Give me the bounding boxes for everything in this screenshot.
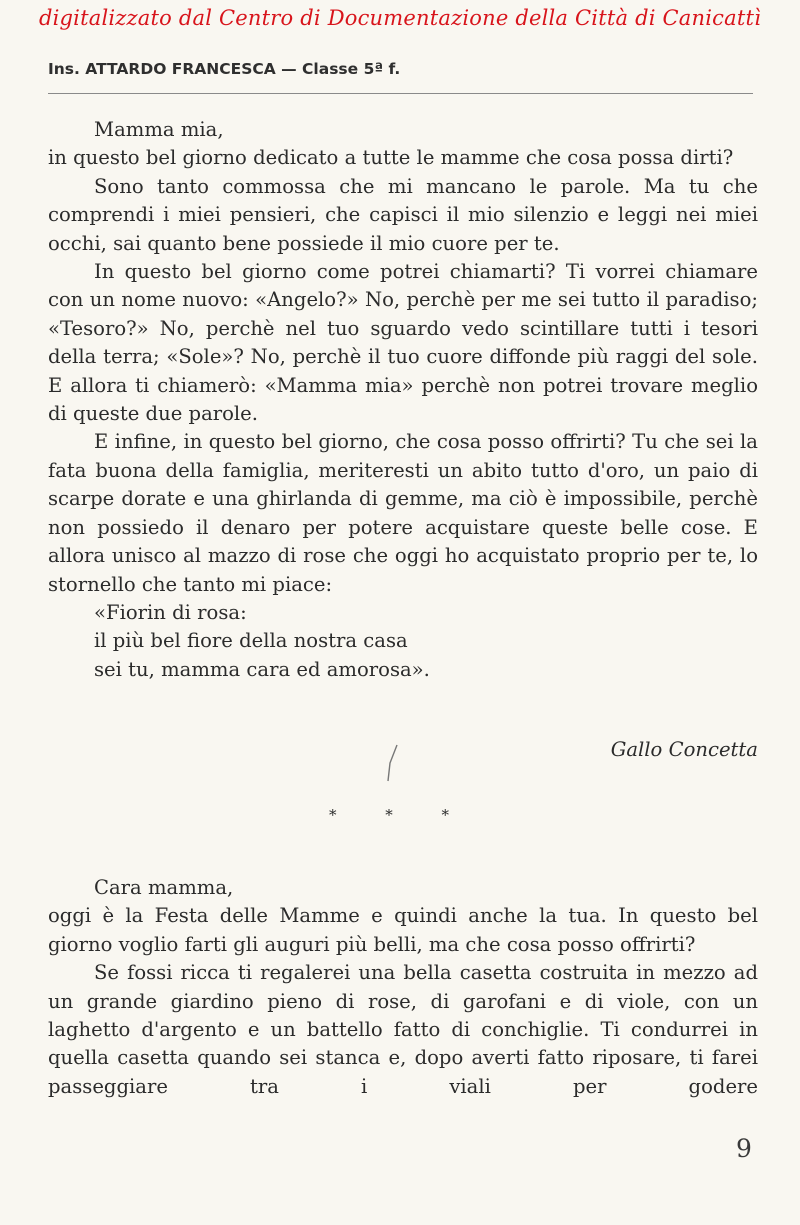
digitization-watermark: digitalizzato dal Centro di Documentazione della Città di Canicattì bbox=[38, 6, 762, 30]
letter-one-paragraph-2: Sono tanto commossa che mi mancano le parole. Ma tu che comprendi i miei pensieri, che capisci il mio silenzio e leggi nei miei occhi, sai quanto bene possiede il mio cuore per te. bbox=[48, 174, 758, 255]
letter-one-greeting: Mamma mia, bbox=[94, 118, 224, 141]
letter-one-paragraph-1: in questo bel giorno dedicato a tutte le mamme che cosa possa dirti? bbox=[48, 146, 734, 170]
letter-two-paragraph-1: oggi è la Festa delle Mamme e quindi anche la tua. In questo bel giorno voglio farti gli auguri più belli, ma che cosa posso offrirti? bbox=[48, 904, 758, 956]
section-separator: * * * bbox=[328, 806, 472, 824]
letter-one bbox=[48, 116, 758, 684]
poem-line: il più bel fiore della nostra casa bbox=[94, 629, 408, 653]
pen-stroke-mark bbox=[385, 743, 399, 783]
letter-two-greeting: Cara mamma, bbox=[94, 876, 234, 899]
page-number: 9 bbox=[736, 1134, 752, 1163]
header-divider bbox=[48, 93, 753, 94]
poem-line: sei tu, mamma cara ed amorosa». bbox=[94, 657, 430, 681]
letter-one-paragraph-3: In questo bel giorno come potrei chiamarti? Ti vorrei chiamare con un nome nuovo: «Angelo?» No, perchè per me sei tutto il paradiso; «Tesoro?» No, perchè nel tuo sguardo vedo scintillare tutti i tesori della terra; «Sole»? No, perchè il tuo cuore diffonde più raggi del sole. E allora ti chiamerò: «Mamma mia» perchè non potrei trovare meglio di queste due parole. bbox=[48, 260, 758, 426]
letter-two bbox=[48, 874, 758, 1101]
poem-line: «Fiorin di rosa: bbox=[94, 600, 247, 624]
letter-two-paragraph-2: Se fossi ricca ti regalerei una bella casetta costruita in mezzo ad un grande giardino pieno di rose, di garofani e di viole, con un laghetto d'argento e un battello fatto di conchiglie. Ti condurrei in quella casetta quando sei stanca e, dopo averti fatto riposare, ti farei passeggiare tra i viali per godere bbox=[48, 961, 758, 1098]
page-header: Ins. ATTARDO FRANCESCA — Classe 5ª f. bbox=[48, 60, 401, 78]
letter-one-paragraph-4: E infine, in questo bel giorno, che cosa posso offrirti? Tu che sei la fata buona della famiglia, meriteresti un abito tutto d'oro, un paio di scarpe dorate e una ghirlanda di gemme, ma ciò è impossibile, perchè non possiedo il denaro per potere acquistare queste belle cose. E allora unisco al mazzo di rose che oggi ho acquistato proprio per te, lo stornello che tanto mi piace: bbox=[48, 430, 758, 596]
signature: Gallo Concetta bbox=[610, 738, 758, 761]
